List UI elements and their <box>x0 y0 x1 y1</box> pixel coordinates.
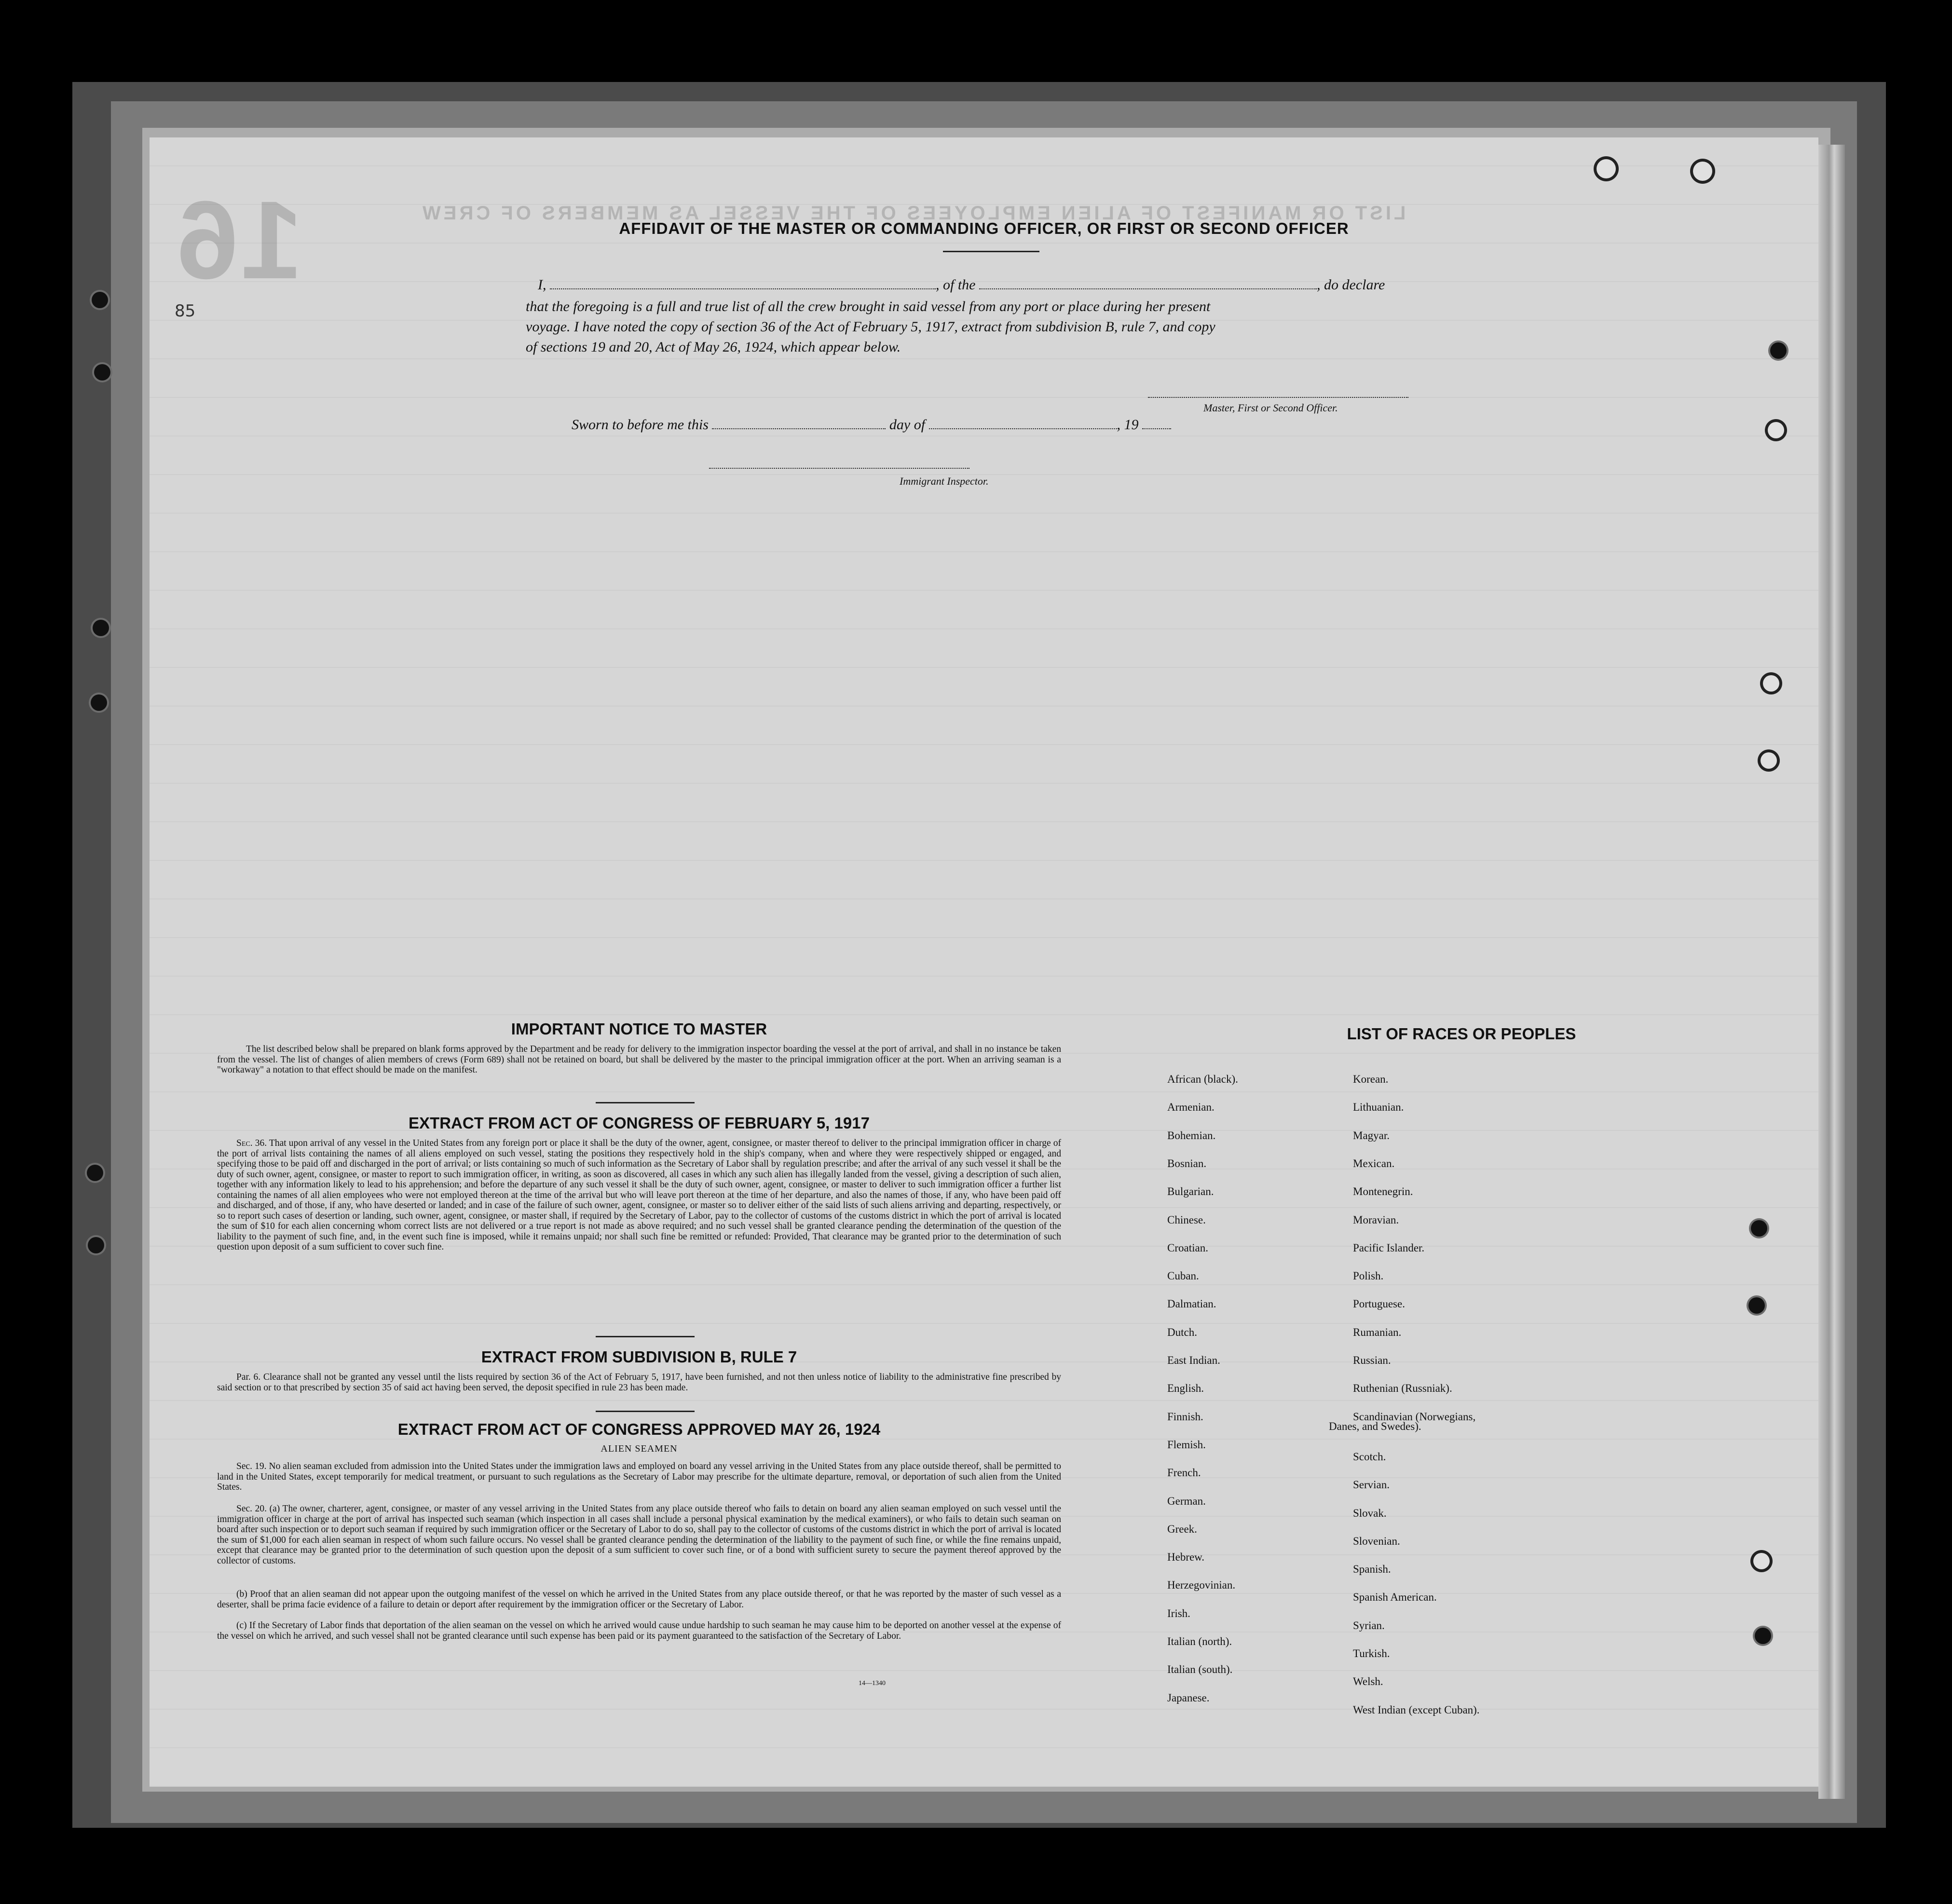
rule7-text: Par. 6. Clearance shall not be granted any vessel until the lists required by section 36 of the Act of February 5, 1917, have been furnished, and not then unless notice of liability to the administrative fine prescribed by said section or to that prescribed by section 35 of said act having been served, the deposit specified in rule 23 has been made. <box>217 1372 1061 1393</box>
binder-hole-icon <box>91 694 107 711</box>
race-item: Portuguese. <box>1353 1298 1405 1310</box>
affidavit-i: I, <box>538 277 546 293</box>
page-hole-icon <box>1748 1297 1765 1314</box>
race-item: Korean. <box>1353 1073 1389 1085</box>
race-item: Lithuanian. <box>1353 1101 1404 1114</box>
page-hole-icon <box>1770 342 1787 359</box>
sec-36-text: That upon arrival of any vessel in the United States from any foreign port or place it shall be the duty of the owner, agent, consignee, or master thereof to deliver to the principal immigration officer in charge of the port of arrival lists containing the names of all aliens employed on such vessel, stating the positions they respectively hold in the ship's company, when and where they were respectively shipped or engaged, and specifying those to be paid off and discharged in the port of arrival; or lists containing so much of such information as the Secretary of Labor shall by regulation prescribe; and after the arrival of any such vessel it shall be the duty of such owner, agent, consignee, or master to report to such immigration officer, in writing, as soon as discovered, all cases in which any such alien has illegally landed from the vessel, giving a description of such alien, together with any information likely to lead to his apprehension; and before the departure of any such vessel it shall be the duty of such owner, agent, consignee, or master to deliver to such immigration officer a further list containing the names of all alien employees who were not employed thereon at the time of the arrival but who will leave port thereon at the time of her departure, and also the names of those, if any, who have been paid off and discharged, and of those, if any, who have deserted or landed; and in case of the failure of such owner, agent, consignee, or master so to deliver either of the said lists of such aliens arriving and departing, respectively, or so to report such cases of desertion or landing, such owner, agent, consignee, or master shall, if required by the Secretary of Labor, pay to the collector of customs of the customs district in which the port of arrival is located the sum of $10 for each alien concerning whom correct lists are not delivered or a true report is not made as above required; and no such vessel shall be granted clearance pending the determination of the question of the liability to the payment of such fine, and, in the event such fine is imposed, while it remains unpaid; nor shall such fine be remitted or refunded: Provided, That clearance may be granted prior to the determination of such question upon deposit of a sum sufficient to cover such fine. <box>217 1138 1061 1252</box>
page-hole-icon <box>1753 1553 1770 1569</box>
affidavit-line-4: of sections 19 and 20, Act of May 26, 1924, which appear below. <box>526 339 901 355</box>
race-item: Dalmatian. <box>1167 1298 1216 1310</box>
race-item: Turkish. <box>1353 1647 1390 1659</box>
affidavit-declare: , do declare <box>1317 277 1385 293</box>
sec-20a-text: Sec. 20. (a) The owner, charterer, agent, consignee, or master of any vessel arriving in the United States from any place outside thereof who fails to detain on board any alien seaman employed on such vessel until the immigration officer in charge at the port of arrival has inspected such seaman (which inspection in all cases shall include a personal physical examination by the medical examiners), or who fails to detain such seaman on board after such inspection or to deport such seaman if required by such immigration officer or the Secretary of Labor to do so, shall pay to the collector of customs of the customs district in which the port of arrival is located the sum of $1,000 for each alien seaman in respect of whom such failure occurs. No vessel shall be granted clearance pending the determination of the liability to the payment of such fine, or while the fine remains unpaid, except that clearance may be granted prior to the determination of such question upon the deposit of a sum sufficient to cover such fine, or of a bond with sufficient surety to secure the payment thereof approved by the collector of customs. <box>217 1504 1061 1566</box>
race-item: Moravian. <box>1353 1213 1399 1226</box>
race-item: Italian (north). <box>1167 1635 1232 1647</box>
year-label: , 19 <box>1117 417 1139 433</box>
race-item: Flemish. <box>1167 1438 1206 1451</box>
alien-seamen-subtitle: ALIEN SEAMEN <box>601 1443 678 1454</box>
race-item: Ruthenian (Russniak). <box>1353 1382 1452 1395</box>
binder-hole-icon <box>87 1165 103 1181</box>
race-item: Mexican. <box>1353 1157 1395 1170</box>
page-hole-icon <box>1761 752 1777 769</box>
race-item: Italian (south). <box>1167 1663 1233 1676</box>
race-item: Croatian. <box>1167 1241 1208 1254</box>
race-item: Bohemian. <box>1167 1129 1216 1142</box>
sworn-month-blank <box>929 417 1117 429</box>
binder-hole-icon <box>94 364 110 381</box>
race-item: Servian. <box>1353 1479 1390 1491</box>
race-item-scandinavian-cont: Danes, and Swedes). <box>1329 1420 1421 1432</box>
bleed-through-number: 16 <box>174 178 303 302</box>
race-item: Scandinavian (Norwegians, <box>1353 1410 1476 1423</box>
race-item: African (black). <box>1167 1073 1238 1085</box>
race-item: Scotch. <box>1353 1450 1386 1463</box>
notice-title: IMPORTANT NOTICE TO MASTER <box>511 1020 767 1038</box>
race-item: Syrian. <box>1353 1619 1385 1632</box>
race-item: Montenegrin. <box>1353 1185 1413 1198</box>
race-item: Slovak. <box>1353 1507 1387 1519</box>
race-item: Pacific Islander. <box>1353 1241 1425 1254</box>
binder-hole-icon <box>92 292 108 308</box>
race-item: German. <box>1167 1495 1206 1507</box>
day-of-label: day of <box>889 417 926 433</box>
vessel-blank <box>979 277 1317 289</box>
page-hole-icon <box>1597 159 1616 178</box>
race-item: Irish. <box>1167 1607 1190 1619</box>
races-title: LIST OF RACES OR PEOPLES <box>1347 1025 1576 1043</box>
master-label: Master, First or Second Officer. <box>1203 402 1338 414</box>
affidavit-line-2: that the foregoing is a full and true list of all the crew brought in said vessel from any port or place during her present <box>526 299 1211 314</box>
affidavit-of-the: , of the <box>936 277 976 293</box>
sec-20c-text: (c) If the Secretary of Labor finds that deportation of the alien seaman on the vessel on which he arrived would cause undue hardship to such seaman he may cause him to be deported on another vessel at the expense of the vessel on which he arrived, and such vessel shall not be granted clearance until such expense has been paid or its payment guaranteed to the satisfaction of the Secretary of Labor. <box>217 1620 1061 1641</box>
race-item: Hebrew. <box>1167 1551 1205 1564</box>
race-item: Greek. <box>1167 1523 1197 1535</box>
notice-divider <box>596 1102 695 1103</box>
sworn-line <box>572 415 1440 435</box>
sworn-year-blank <box>1142 417 1171 429</box>
race-item: Chinese. <box>1167 1213 1206 1226</box>
race-item: Dutch. <box>1167 1326 1197 1338</box>
sec-19-text: Sec. 19. No alien seaman excluded from admission into the United States under the immigration laws and employed on board any vessel arriving in the United States from any place outside thereof, shall be permitted to land in the United States, except temporarily for medical treatment, or pursuant to such regulations as the Secretary of Labor may prescribe for the ultimate departure, removal, or deportation of such alien from the United States. <box>217 1461 1061 1492</box>
race-item: Cuban. <box>1167 1270 1199 1282</box>
extract-1924-title: EXTRACT FROM ACT OF CONGRESS APPROVED MAY 26, 1924 <box>397 1420 881 1438</box>
inspector-signature-line <box>709 468 969 469</box>
extract-1917-title: EXTRACT FROM ACT OF CONGRESS OF FEBRUARY 5, 1917 <box>409 1114 870 1132</box>
inspector-label: Immigrant Inspector. <box>900 475 989 487</box>
extract-1917-divider <box>596 1336 695 1337</box>
race-item: Welsh. <box>1353 1675 1383 1688</box>
race-item: Japanese. <box>1167 1691 1210 1704</box>
rule7-divider <box>596 1411 695 1412</box>
page-hole-icon <box>1768 422 1784 438</box>
pencil-mark: 85 <box>175 301 196 321</box>
race-item: Spanish American. <box>1353 1591 1437 1604</box>
page-hole-icon <box>1693 162 1712 181</box>
sworn-day-blank <box>712 417 886 429</box>
bleed-through-header: LIST OR MANIFEST OF ALIEN EMPLOYEES OF THE VESSEL AS MEMBERS OF CREW <box>420 203 1406 224</box>
manifest-page <box>150 137 1818 1787</box>
race-item: Rumanian. <box>1353 1326 1402 1338</box>
race-item: Spanish. <box>1353 1563 1391 1576</box>
race-item: Polish. <box>1353 1270 1384 1282</box>
extract-1917-text <box>217 1138 1061 1252</box>
page-hole-icon <box>1763 675 1779 692</box>
affidavit-title: AFFIDAVIT OF THE MASTER OR COMMANDING OFFICER, OR FIRST OR SECOND OFFICER <box>619 219 1349 237</box>
race-item: Bosnian. <box>1167 1157 1207 1170</box>
race-item: Finnish. <box>1167 1410 1203 1423</box>
page-stack-edge <box>1818 145 1845 1799</box>
race-item: French. <box>1167 1467 1201 1479</box>
race-item: Slovenian. <box>1353 1535 1400 1547</box>
name-blank <box>550 277 936 289</box>
race-item: Armenian. <box>1167 1101 1215 1114</box>
race-item: East Indian. <box>1167 1354 1220 1366</box>
sworn-label: Sworn to before me this <box>572 417 709 433</box>
affidavit-line-3: voyage. I have noted the copy of section 36 of the Act of February 5, 1917, extract from subdivision B, rule 7, and copy <box>526 319 1215 335</box>
page-hole-icon <box>1755 1628 1771 1644</box>
binder-hole-icon <box>93 620 109 636</box>
page-hole-icon <box>1751 1220 1767 1237</box>
form-number: 14—1340 <box>859 1680 886 1687</box>
title-divider <box>943 251 1039 252</box>
race-item: English. <box>1167 1382 1204 1395</box>
race-item: West Indian (except Cuban). <box>1353 1703 1480 1716</box>
master-signature-line <box>1148 397 1408 398</box>
binder-hole-icon <box>88 1237 104 1253</box>
affidavit-line-1 <box>538 275 1478 295</box>
race-item: Herzegovinian. <box>1167 1579 1236 1591</box>
race-item: Magyar. <box>1353 1129 1390 1142</box>
sec-36-label: Sec. 36. <box>236 1138 267 1148</box>
notice-text: The list described below shall be prepared on blank forms approved by the Department and be ready for delivery to the immigration inspector boarding the vessel at the port of arrival, and shall in no instance be taken from the vessel. The list of changes of alien members of crews (Form 689) shall not be retained on board, but shall be delivered by the master to the principal immigration officer at the port. When an arriving seaman is a "workaway" a notation to that effect should be made on the manifest. <box>217 1044 1061 1075</box>
rule7-title: EXTRACT FROM SUBDIVISION B, RULE 7 <box>481 1348 797 1366</box>
sec-20b-text: (b) Proof that an alien seaman did not appear upon the outgoing manifest of the vessel on which he arrived in the United States from any place outside thereof, or that he was reported by the master of such vessel as a deserter, shall be prima facie evidence of a failure to detain or deport after requirement by the immigration officer or the Secretary of Labor. <box>217 1589 1061 1610</box>
race-item: Bulgarian. <box>1167 1185 1214 1198</box>
race-item: Russian. <box>1353 1354 1391 1366</box>
